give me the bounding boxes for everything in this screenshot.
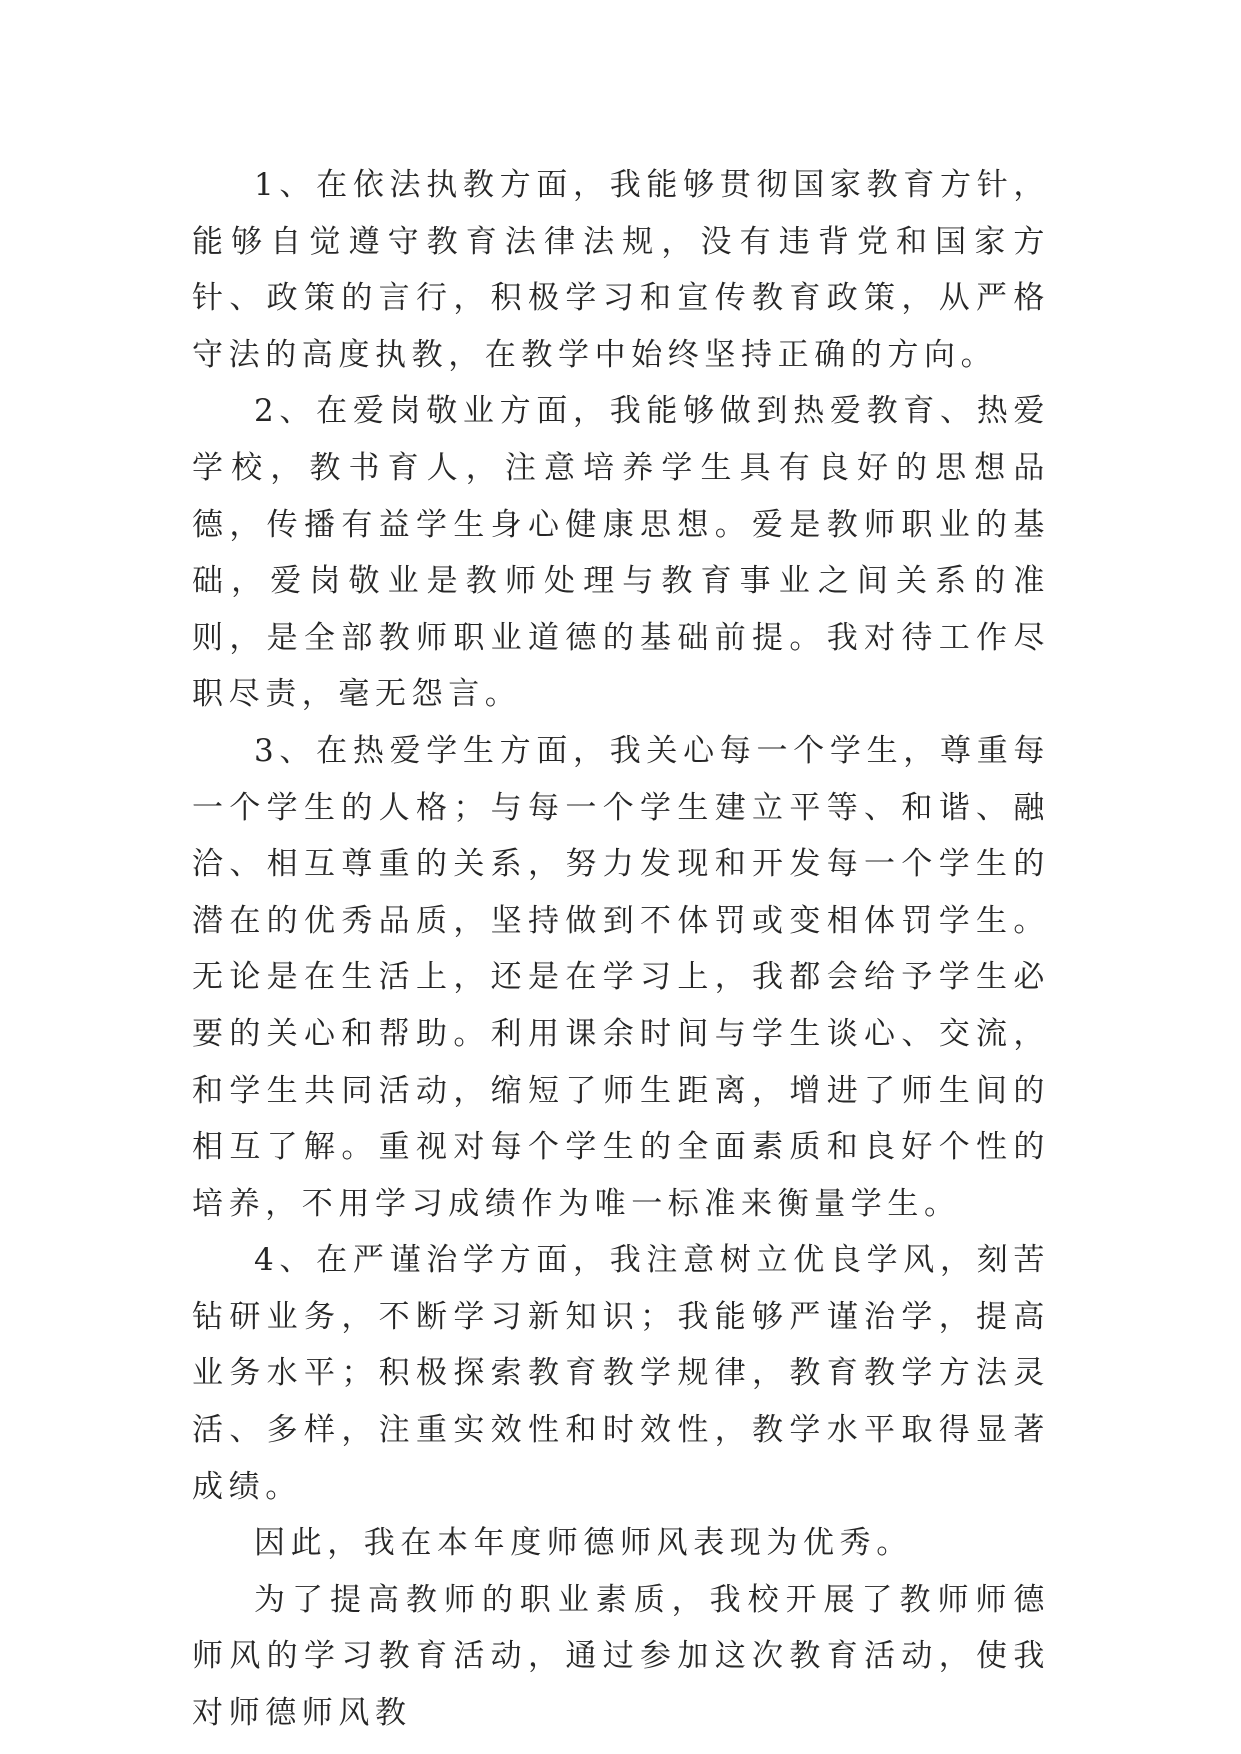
paragraph-3: 3、在热爱学生方面，我关心每一个学生，尊重每一个学生的人格；与每一个学生建立平等、和谐、融洽、相互尊重的关系，努力发现和开发每一个学生的潜在的优秀品质，坚持做到不体罚或变相体罚学生。无论是在生活上，还是在学习上，我都会给予学生必要的关心和帮助。利用课余时间与学生谈心、交流，和学生共同活动，缩短了师生距离，增进了师生间的相互了解。重视对每个学生的全面素质和良好个性的培养，不用学习成绩作为唯一标准来衡量学生。 (192, 732, 1050, 1222)
paragraph-1: 1、在依法执教方面，我能够贯彻国家教育方针，能够自觉遵守教育法律法规，没有违背党和国家方针、政策的言行，积极学习和宣传教育政策，从严格守法的高度执教，在教学中始终坚持正确的方向。 (192, 167, 1050, 373)
paragraph-6: 为了提高教师的职业素质，我校开展了教师师德师风的学习教育活动，通过参加这次教育活动，使我对师德师风教 (192, 1581, 1050, 1732)
paragraph-2: 2、在爱岗敬业方面，我能够做到热爱教育、热爱学校，教书育人，注意培养学生具有良好的思想品德，传播有益学生身心健康思想。爱是教师职业的基础，爱岗敬业是教师处理与教育事业之间关系的准则，是全部教师职业道德的基础前提。我对待工作尽职尽责，毫无怨言。 (192, 393, 1050, 713)
body-text (192, 157, 1050, 1742)
paragraph-4: 4、在严谨治学方面，我注意树立优良学风，刻苦钻研业务，不断学习新知识；我能够严谨治学，提高业务水平；积极探索教育教学规律，教育教学方法灵活、多样，注重实效性和时效性，教学水平取得显著成绩。 (192, 1242, 1050, 1505)
paragraph-5: 因此，我在本年度师德师风表现为优秀。 (254, 1525, 913, 1562)
